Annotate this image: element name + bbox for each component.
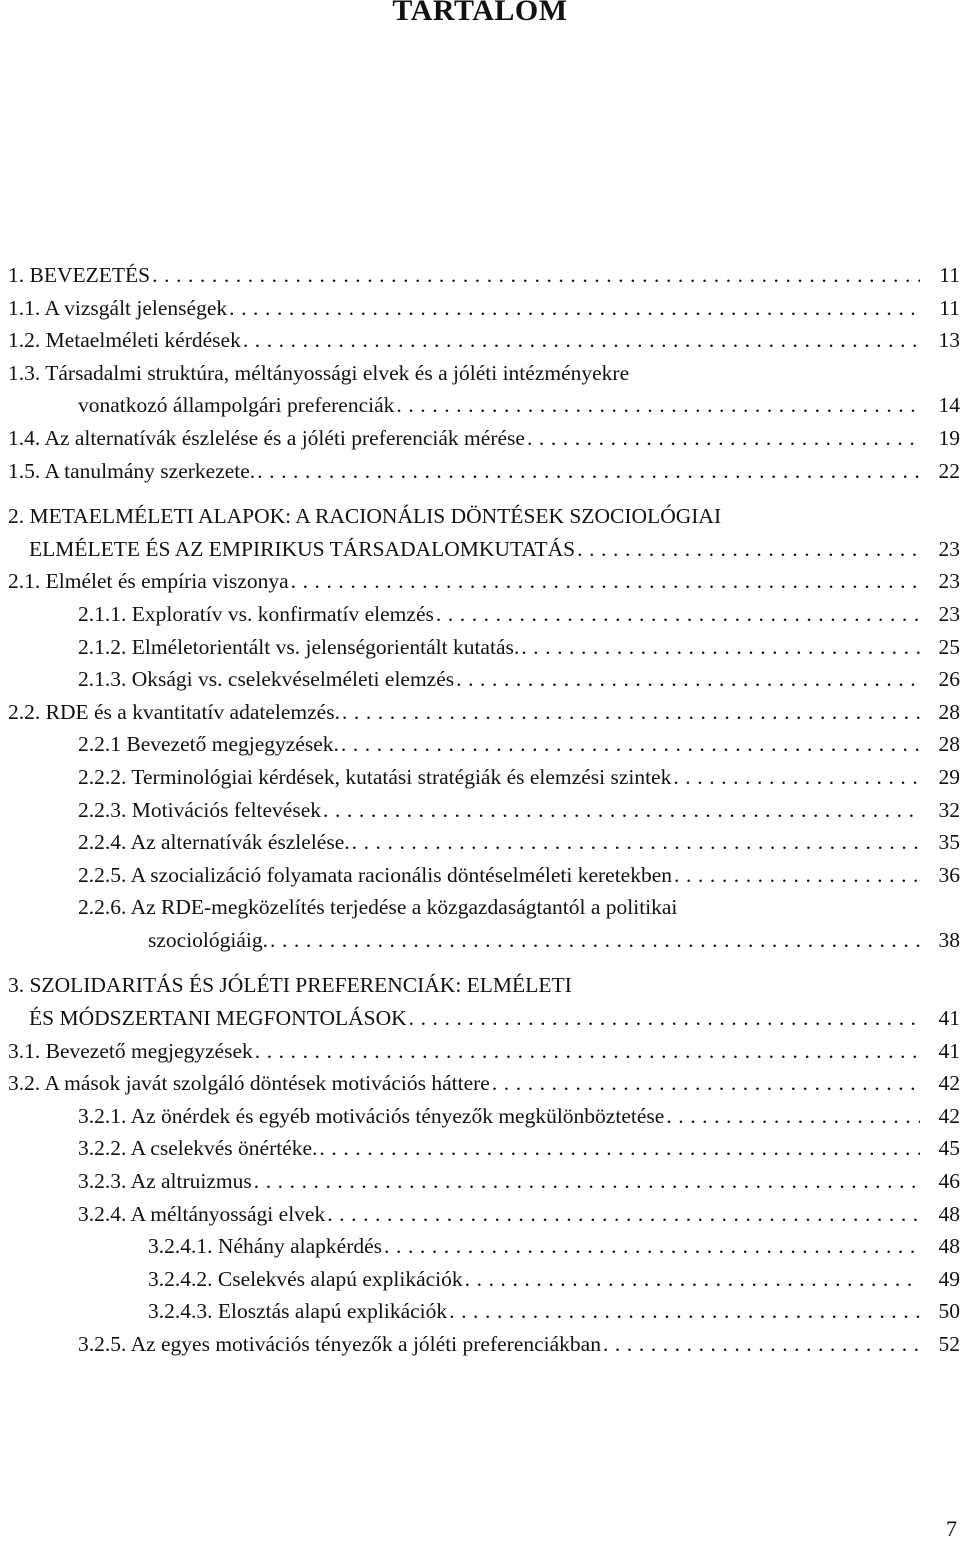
toc-entry-page: 11 [939, 263, 960, 287]
toc-entry-label: 3.2.1. Az önérdek és egyéb motivációs tényezők megkülönböztetése [78, 1103, 665, 1128]
toc-entry[interactable] [0, 259, 960, 292]
toc-entry-label: 3.2.4. A méltányossági elvek [78, 1201, 326, 1226]
toc-entry-page: 28 [938, 732, 960, 757]
toc-entry-label: 1.4. Az alternatívák észlelése és a jóléti preferenciák mérése [8, 425, 525, 450]
toc-entry-label: 3.2.2. A cselekvés önértéke. [78, 1136, 318, 1161]
toc-entry-page: 14 [938, 393, 960, 418]
toc-entry[interactable] [0, 533, 960, 566]
toc-entry-label: ELMÉLETE ÉS AZ EMPIRIKUS TÁRSADALOMKUTATÁS [29, 536, 576, 561]
toc-entry[interactable] [0, 631, 960, 664]
toc-entry-page: 22 [938, 458, 960, 483]
toc-entry-label: 1.2. Metaelméleti kérdések [8, 328, 241, 353]
toc-entry-label: 2.2.6. Az RDE-megközelítés terjedése a közgazdaságtantól a politikai [78, 895, 678, 920]
toc-entry[interactable] [0, 1230, 960, 1263]
dot-leader [465, 1263, 920, 1296]
page-number: 7 [946, 1516, 957, 1541]
toc-entry-label: 2.1.2. Elméletorientált vs. jelenségorientált kutatás. [78, 634, 520, 659]
dot-leader [409, 1002, 920, 1035]
dot-leader [673, 761, 920, 794]
toc-entry[interactable] [0, 1165, 960, 1198]
dot-leader [342, 696, 920, 729]
toc-entry[interactable] [0, 1100, 960, 1133]
dot-leader [255, 1035, 920, 1068]
toc-entry[interactable] [0, 1328, 960, 1361]
dot-leader [291, 565, 920, 598]
toc-entry-label: szociológiáig. [148, 927, 269, 952]
toc-entry-label: 2.2.2. Terminológiai kérdések, kutatási stratégiák és elemzési szintek [78, 764, 672, 789]
toc-entry-page: 23 [938, 569, 960, 594]
toc-entry[interactable] [0, 859, 960, 892]
toc-entry-page: 25 [938, 634, 960, 659]
toc-entry[interactable] [0, 891, 960, 924]
toc-entry-page: 46 [938, 1169, 960, 1194]
toc-entry-page: 28 [938, 699, 960, 724]
dot-leader [341, 728, 920, 761]
toc-entry-label: 2.2.1 Bevezető megjegyzések. [78, 732, 339, 757]
toc-entry-page: 41 [938, 1006, 960, 1031]
toc-entry-label: 2.2. RDE és a kvantitatív adatelemzés. [8, 699, 340, 724]
dot-leader [352, 826, 920, 859]
toc-entry[interactable] [0, 696, 960, 729]
dot-leader [270, 924, 920, 957]
toc-entry-label: 3.1. Bevezető megjegyzések [8, 1038, 253, 1063]
toc-entry-page: 42 [938, 1103, 960, 1128]
toc-entry-label: ÉS MÓDSZERTANI MEGFONTOLÁSOK [29, 1006, 407, 1031]
toc-entry-label: 2.1.1. Exploratív vs. konfirmatív elemzés [78, 601, 434, 626]
dot-leader [603, 1328, 920, 1361]
toc-entry[interactable] [0, 1132, 960, 1165]
toc-entry[interactable] [0, 1067, 960, 1100]
dot-leader [229, 292, 920, 325]
toc-entry-label: 3.2.3. Az altruizmus [78, 1169, 252, 1194]
toc-entry-label: 1. BEVEZETÉS [8, 263, 151, 287]
toc-entry[interactable] [0, 924, 960, 957]
toc-entry-label: 3.2.5. Az egyes motivációs tényezők a jóléti preferenciákban [78, 1332, 601, 1356]
toc-entry[interactable] [0, 794, 960, 827]
dot-leader [152, 259, 920, 292]
toc-entry[interactable] [0, 324, 960, 357]
dot-leader [396, 389, 920, 422]
dot-leader [384, 1230, 920, 1263]
dot-leader [577, 533, 920, 566]
toc-entry-label: 3.2. A mások javát szolgáló döntések motivációs háttere [8, 1071, 490, 1096]
toc-entry[interactable] [0, 455, 960, 488]
toc-entry[interactable] [0, 1263, 960, 1296]
toc-entry-label: 1.5. A tanulmány szerkezete. [8, 458, 256, 483]
toc-entry[interactable] [0, 500, 960, 533]
toc-entry-page: 19 [938, 425, 960, 450]
toc-entry-page: 13 [938, 328, 960, 353]
toc-entry-page: 26 [938, 667, 960, 692]
dot-leader [323, 794, 920, 827]
toc-entry-page: 50 [938, 1299, 960, 1324]
toc-entry[interactable] [0, 422, 960, 455]
toc-entry-page: 32 [938, 797, 960, 822]
toc-entry[interactable] [0, 969, 960, 1002]
dot-leader [319, 1132, 920, 1165]
toc-entry-page: 35 [938, 830, 960, 855]
toc-entry-page: 42 [938, 1071, 960, 1096]
toc-entry-label: 1.3. Társadalmi struktúra, méltányossági elvek és a jóléti intézményekre [8, 360, 630, 385]
page-title: TARTALOM [392, 0, 568, 27]
toc-entry[interactable] [0, 663, 960, 696]
toc-entry-page: 36 [938, 862, 960, 887]
dot-leader [521, 631, 920, 664]
toc-entry[interactable] [0, 826, 960, 859]
dot-leader [436, 598, 920, 631]
toc-entry-page: 45 [938, 1136, 960, 1161]
toc-entry[interactable] [0, 761, 960, 794]
dot-leader [243, 324, 920, 357]
toc-entry-page: 41 [938, 1038, 960, 1063]
toc-entry[interactable] [0, 1198, 960, 1231]
toc-entry-label: 2.1. Elmélet és empíria viszonya [8, 569, 289, 594]
dot-leader [449, 1295, 920, 1328]
dot-leader [254, 1165, 920, 1198]
table-of-contents [0, 259, 960, 1361]
toc-entry-label: 2.2.4. Az alternatívák észlelése. [78, 830, 350, 855]
toc-entry-label: 1.1. A vizsgált jelenségek [8, 295, 228, 320]
toc-entry-label: 3.2.4.1. Néhány alapkérdés [148, 1234, 383, 1259]
toc-entry-label: 2.1.3. Oksági vs. cselekvéselméleti elemzés [78, 667, 455, 692]
toc-entry[interactable] [0, 1295, 960, 1328]
toc-entry[interactable] [0, 728, 960, 761]
dot-leader [666, 1100, 920, 1133]
toc-entry-page: 48 [938, 1234, 960, 1259]
toc-entry-label: 2.2.3. Motivációs feltevések [78, 797, 322, 822]
toc-entry-page: 52 [938, 1332, 960, 1356]
toc-entry[interactable] [0, 1002, 960, 1035]
dot-leader [674, 859, 920, 892]
toc-entry-label: vonatkozó állampolgári preferenciák [78, 393, 395, 418]
toc-entry-page: 23 [938, 536, 960, 561]
toc-entry-label: 3.2.4.2. Cselekvés alapú explikációk [148, 1266, 463, 1291]
toc-entry[interactable] [0, 292, 960, 325]
toc-entry-page: 49 [938, 1266, 960, 1291]
toc-entry[interactable] [0, 1035, 960, 1068]
toc-entry-page: 11 [939, 295, 960, 320]
toc-entry-page: 23 [938, 601, 960, 626]
dot-leader [456, 663, 920, 696]
dot-leader [257, 455, 920, 488]
toc-entry-label: 3. SZOLIDARITÁS ÉS JÓLÉTI PREFERENCIÁK: ELMÉLETI [8, 973, 572, 998]
toc-entry-label: 3.2.4.3. Elosztás alapú explikációk [148, 1299, 448, 1324]
dot-leader [527, 422, 920, 455]
toc-entry[interactable] [0, 389, 960, 422]
toc-entry[interactable] [0, 565, 960, 598]
toc-entry[interactable] [0, 598, 960, 631]
dot-leader [327, 1198, 920, 1231]
toc-entry-page: 38 [938, 927, 960, 952]
dot-leader [492, 1067, 920, 1100]
toc-entry-page: 48 [938, 1201, 960, 1226]
toc-entry[interactable] [0, 357, 960, 390]
toc-entry-label: 2.2.5. A szocializáció folyamata racionális döntéselméleti keretekben [78, 862, 673, 887]
toc-entry-label: 2. METAELMÉLETI ALAPOK: A RACIONÁLIS DÖNTÉSEK SZOCIOLÓGIAI [8, 504, 722, 529]
toc-entry-page: 29 [938, 764, 960, 789]
